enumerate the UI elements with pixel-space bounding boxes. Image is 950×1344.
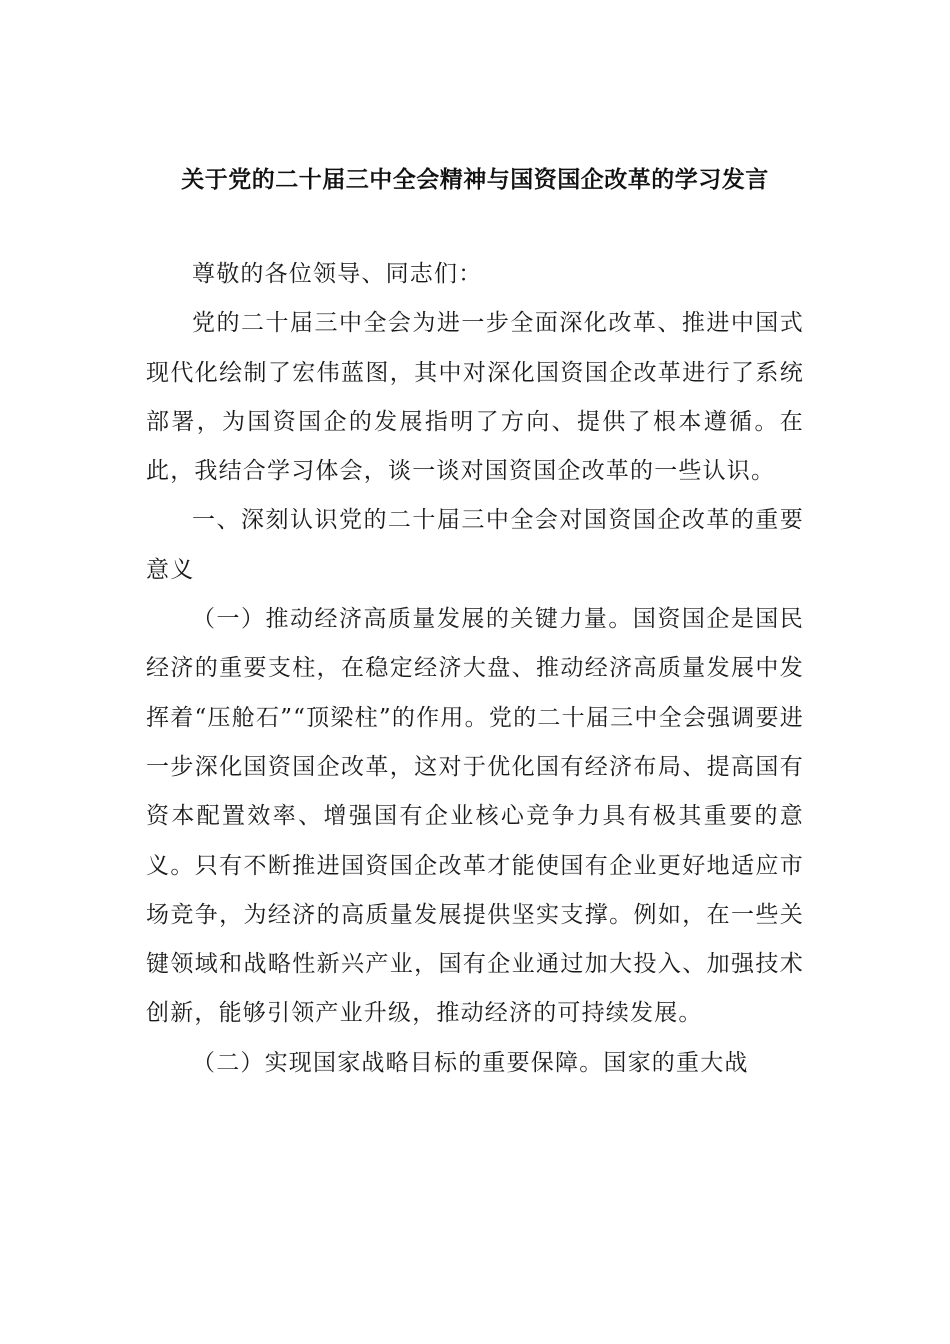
- section-heading-1: 一、深刻认识党的二十届三中全会对国资国企改革的重要意义: [146, 507, 804, 583]
- paragraph-1-1: （一）推动经济高质量发展的关键力量。国资国企是国民经济的重要支柱，在稳定经济大盘、推动经济高质量发展中发挥着“压舱石”“顶梁柱”的作用。党的二十届三中全会强调要进一步深化国资国企改革，这对于优化国有经济布局、提高国有资本配置效率、增强国有企业核心竞争力具有极其重要的意义。只有不断推进国资国企改革才能使国有企业更好地适应市场竞争，为经济的高质量发展提供坚实支撑。例如，在一些关键领域和战略性新兴产业，国有企业通过加大投入、加强技术创新，能够引领产业升级，推动经济的可持续发展。: [146, 606, 804, 1027]
- paragraph-1-2: （二）实现国家战略目标的重要保障。国家的重大战: [192, 1049, 749, 1076]
- document-title: 关于党的二十届三中全会精神与国资国企改革的学习发言: [181, 166, 769, 193]
- paragraph-intro: 党的二十届三中全会为进一步全面深化改革、推进中国式现代化绘制了宏伟蓝图，其中对深化国资国企改革进行了系统部署，为国资国企的发展指明了方向、提供了根本遵循。在此，我结合学习体会，谈一谈对国资国企改革的一些认识。: [146, 310, 804, 485]
- document-body: [146, 250, 804, 1088]
- salutation: 尊敬的各位领导、同志们：: [192, 261, 483, 287]
